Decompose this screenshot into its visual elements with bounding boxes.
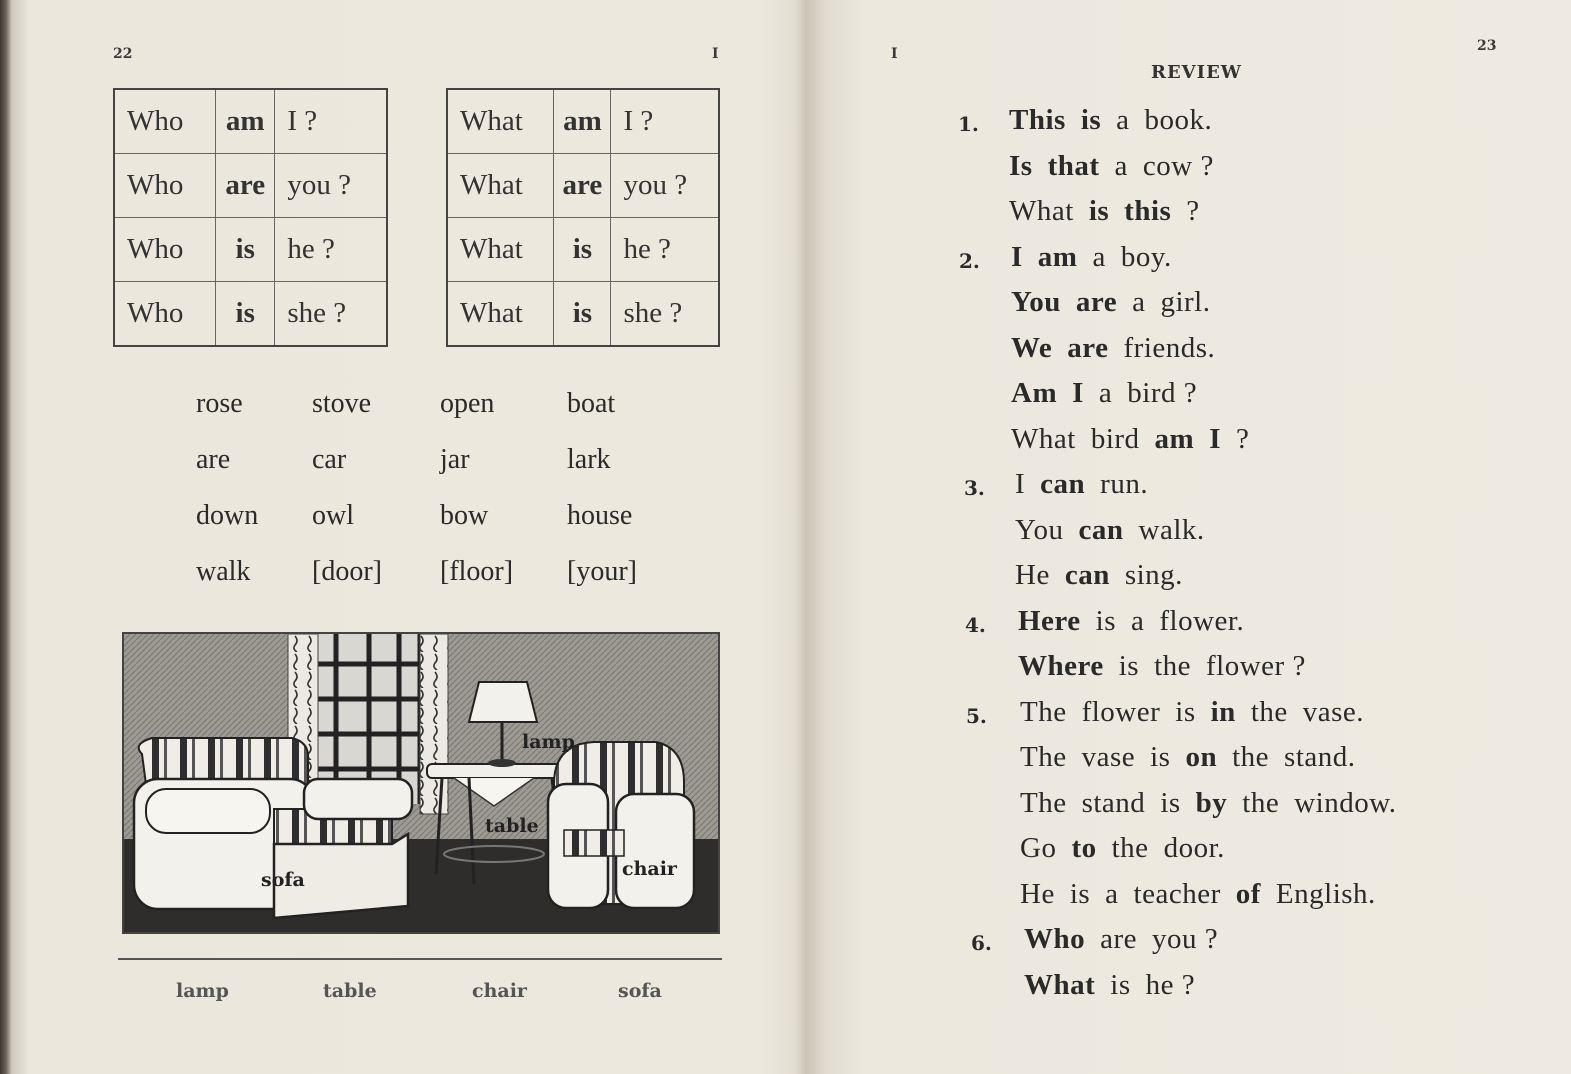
sentence-word: is (1150, 741, 1171, 773)
review-sentence (1015, 468, 1148, 501)
who-table-cell: I ? (275, 89, 387, 154)
who-table-row (114, 218, 387, 282)
section-number: 4. (965, 612, 986, 637)
sentence-word: What (1024, 968, 1096, 1001)
who-table-cell: are (216, 154, 275, 218)
who-question-table (113, 88, 388, 347)
review-sentence (1020, 832, 1225, 865)
review-sentence (1020, 787, 1397, 820)
sentence-word: flower ? (1206, 650, 1306, 682)
word: walk (196, 556, 251, 587)
what-table-row (447, 282, 719, 347)
what-table-cell: What (447, 154, 554, 218)
sentence-word: We (1011, 331, 1053, 364)
sentence-word: a (1105, 877, 1119, 910)
table-label: table (485, 815, 539, 837)
sentence-word: a (1131, 604, 1145, 637)
what-table-cell: he ? (611, 218, 719, 282)
word: down (196, 500, 259, 531)
section-number: 5. (966, 703, 987, 728)
sentence-word: can (1078, 513, 1124, 546)
sentence-word: by (1195, 786, 1228, 819)
lamp-label: lamp (522, 731, 575, 753)
sentence-word: is (1160, 786, 1181, 819)
caption-table: table (323, 980, 377, 1002)
sentence-word: am (1037, 240, 1078, 273)
caption-chair: chair (472, 980, 527, 1002)
review-sentence (1009, 150, 1214, 183)
what-table-cell: are (554, 154, 611, 218)
sentence-word: walk. (1138, 513, 1205, 546)
sentence-word: bird (1090, 422, 1140, 455)
sentence-word: flower. (1159, 604, 1245, 637)
sentence-word: in (1210, 695, 1236, 728)
sentence-word: teacher (1133, 877, 1221, 910)
who-table-row (114, 282, 387, 347)
sentence-word: are (1075, 286, 1118, 318)
word: rose (196, 388, 243, 419)
who-table-cell: Who (114, 154, 216, 218)
word: [your] (567, 556, 637, 587)
sentence-word: to (1071, 832, 1097, 864)
what-table-cell: am (554, 89, 611, 154)
sentence-word: This (1009, 104, 1066, 136)
review-sentence (1009, 195, 1200, 228)
sentence-word: He (1015, 559, 1050, 591)
sentence-word: He (1020, 877, 1055, 910)
sentence-word: that (1047, 149, 1100, 182)
sentence-word: can (1040, 468, 1086, 500)
sentence-word: cow ? (1142, 149, 1214, 182)
sentence-word: is (1110, 968, 1131, 1001)
sentence-word: Am (1011, 377, 1058, 409)
sentence-word: Where (1018, 650, 1104, 682)
sentence-word: Go (1020, 832, 1057, 864)
sentence-word: this (1124, 195, 1172, 227)
sentence-word: Is (1009, 149, 1033, 182)
caption-divider (118, 958, 722, 960)
word: house (567, 500, 633, 531)
review-sentence (1018, 650, 1306, 683)
sentence-word: a (1098, 377, 1113, 409)
what-table-cell: is (554, 218, 611, 282)
who-table-cell: she ? (275, 282, 387, 347)
right-page (805, 0, 1571, 1074)
sentence-word: run. (1100, 468, 1149, 500)
what-table-cell: she ? (611, 282, 719, 347)
sentence-word: he ? (1145, 968, 1196, 1001)
sentence-word: stand (1081, 786, 1146, 819)
word: [floor] (440, 556, 514, 587)
caption-lamp: lamp (176, 980, 229, 1002)
sofa-label: sofa (261, 869, 305, 891)
sentence-word: the (1111, 832, 1149, 864)
sentence-word: are (1067, 331, 1109, 364)
word: car (312, 444, 347, 475)
review-sentence (1011, 377, 1197, 410)
sentence-word: a (1092, 240, 1106, 273)
word: boat (567, 388, 616, 419)
word: owl (312, 500, 354, 531)
sentence-word: vase (1081, 741, 1136, 773)
sentence-word: the (1242, 786, 1280, 819)
sentence-word: window. (1294, 786, 1397, 819)
page-number-right: 23 (1477, 38, 1497, 54)
who-table-row (114, 89, 387, 154)
living-room-illustration (122, 632, 720, 934)
sentence-word: ? (1186, 195, 1200, 227)
review-sentence (1024, 969, 1195, 1002)
who-table-cell: he ? (275, 218, 387, 282)
what-table-row (447, 89, 719, 154)
word: open (440, 388, 495, 419)
lesson-marker-right: I (891, 46, 898, 62)
sentence-word: am (1154, 422, 1195, 455)
sentence-word: You (1011, 286, 1061, 318)
what-question-table (446, 88, 720, 347)
sentence-word: is (1080, 104, 1102, 136)
word: lark (567, 444, 611, 475)
sentence-word: book. (1144, 104, 1213, 136)
sentence-word: of (1235, 877, 1261, 910)
sentence-word: can (1064, 559, 1110, 591)
what-table-cell: What (447, 89, 554, 154)
chair-label: chair (622, 858, 677, 880)
sentence-word: on (1185, 741, 1218, 773)
sentence-word: the (1154, 650, 1192, 682)
sentence-word: Here (1018, 604, 1081, 637)
sentence-word: What (1011, 422, 1076, 455)
who-table-cell: is (216, 218, 275, 282)
review-sentence (1015, 559, 1183, 592)
word: jar (440, 444, 470, 475)
sentence-word: flower (1081, 695, 1161, 728)
sentence-word: I (1011, 240, 1023, 273)
section-number: 3. (964, 476, 985, 500)
review-sentence (1024, 923, 1218, 956)
what-table-cell: you ? (611, 154, 719, 218)
what-table-cell: What (447, 282, 554, 347)
sentence-word: I (1015, 468, 1026, 500)
review-sentence (1011, 423, 1249, 456)
sentence-word: the (1232, 741, 1270, 773)
review-sentence (1018, 605, 1244, 638)
what-table-cell: I ? (611, 89, 719, 154)
sentence-word: girl. (1160, 286, 1211, 318)
what-table-row (447, 218, 719, 282)
sentence-word: You (1015, 513, 1064, 546)
sentence-word: a (1114, 149, 1128, 182)
sentence-word: friends. (1123, 331, 1216, 364)
sentence-word: I (1209, 422, 1221, 455)
sentence-word: are (1100, 923, 1138, 955)
review-sentence (1011, 241, 1172, 274)
section-number: 6. (971, 931, 992, 955)
review-sentence (1020, 696, 1364, 729)
sentence-word: bird ? (1127, 377, 1198, 409)
page-number-left: 22 (113, 46, 133, 62)
section-number: 2. (959, 248, 980, 273)
sentence-word: The (1020, 786, 1067, 819)
who-table-cell: Who (114, 218, 216, 282)
word: [door] (312, 556, 382, 587)
sentence-word: is (1118, 650, 1140, 682)
sentence-word: is (1175, 695, 1196, 728)
who-table-row (114, 154, 387, 218)
sentence-word: is (1069, 877, 1091, 910)
sentence-word: sing. (1124, 559, 1183, 591)
what-table-cell: is (554, 282, 611, 347)
sentence-word: the (1250, 695, 1288, 728)
sentence-word: What (1009, 195, 1074, 227)
sentence-word: a (1116, 104, 1130, 136)
review-sentence (1015, 514, 1205, 547)
sentence-word: stand. (1284, 741, 1356, 773)
sentence-word: Who (1024, 923, 1086, 955)
who-table-cell: you ? (275, 154, 387, 218)
who-table-cell: Who (114, 89, 216, 154)
sentence-word: ? (1236, 422, 1250, 455)
sentence-word: I (1072, 377, 1084, 409)
review-sentence (1011, 286, 1211, 319)
sentence-word: door. (1163, 832, 1225, 864)
sentence-word: English. (1275, 877, 1376, 910)
caption-sofa: sofa (618, 980, 662, 1002)
sentence-word: is (1095, 604, 1116, 637)
what-table-cell: What (447, 218, 554, 282)
review-sentence (1011, 332, 1215, 365)
review-sentence (1020, 741, 1356, 774)
section-number: 1. (958, 112, 979, 136)
who-table-cell: am (216, 89, 275, 154)
lesson-marker-left: I (712, 46, 719, 62)
review-sentence (1020, 878, 1376, 911)
word: are (196, 444, 231, 475)
review-title: REVIEW (1151, 62, 1242, 83)
sentence-word: a (1132, 286, 1146, 318)
what-table-row (447, 154, 719, 218)
sentence-word: you ? (1152, 923, 1219, 955)
sentence-word: boy. (1120, 240, 1172, 273)
who-table-cell: Who (114, 282, 216, 347)
who-table-cell: is (216, 282, 275, 347)
sentence-word: The (1020, 741, 1067, 773)
word: stove (312, 388, 372, 419)
review-sentence (1009, 104, 1212, 137)
sentence-word: vase. (1302, 695, 1365, 728)
word: bow (440, 500, 489, 531)
sentence-word: The (1020, 695, 1067, 728)
sentence-word: is (1088, 195, 1110, 227)
